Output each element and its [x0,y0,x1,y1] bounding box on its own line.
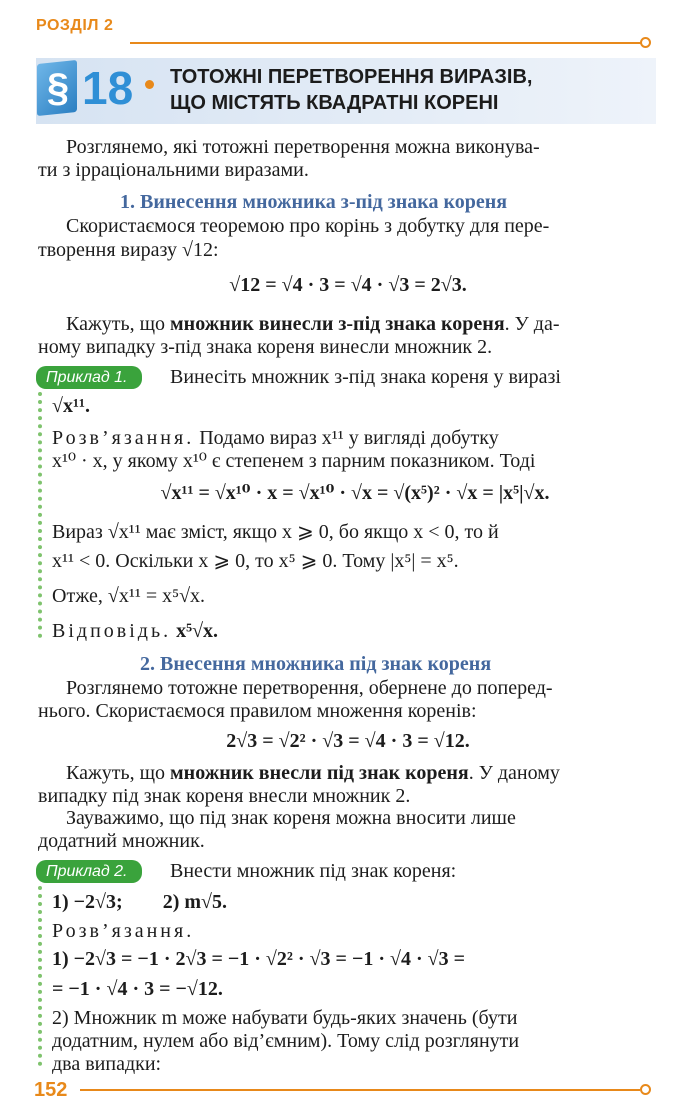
answer-word: Відповідь. [52,620,172,642]
sub1-line-2: творення виразу √12: [38,239,219,261]
example-1-task-expr: √x¹¹. [52,395,90,417]
example-2-text-3: два випадки: [52,1053,162,1075]
example-2-margin-dots [38,886,46,1066]
header-rule [130,42,642,44]
formula-3: 2√3 = √2² · √3 = √4 · 3 = √12. [226,730,470,752]
example-1-note-line-1: Вираз √x¹¹ має зміст, якщо x ⩾ 0, бо якщо x < 0, то й [52,521,499,543]
section-title [170,64,640,116]
text: . У да- [504,313,560,335]
intro-line-2: ти з ірраціональними виразами. [38,159,309,181]
text: Кажуть, що [66,313,171,335]
example-2-step-2: = −1 · √4 · 3 = −√12. [52,978,223,1000]
example-1-label: Приклад 1. [36,366,142,389]
example-1-margin-dots [38,392,46,638]
section-title-line-2: ЩО МІСТЯТЬ КВАДРАТНІ КОРЕНІ [170,92,499,114]
text: . У даному [468,762,560,784]
section-symbol: § [46,66,70,110]
sub1-said-line-2: ному випадку з-під знака кореня винесли множник 2. [38,336,493,358]
example-2-text-1: 2) Множник m може набувати будь-яких значень (бути [52,1007,518,1029]
example-1-conclusion: Отже, √x¹¹ = x⁵√x. [52,585,206,607]
example-1-task: Винесіть множник з-під знака кореня у виразі [170,366,561,388]
section-title-line-1: ТОТОЖНІ ПЕРЕТВОРЕННЯ ВИРАЗІВ, [170,66,533,88]
formula-1: √12 = √4 · 3 = √4 · √3 = 2√3. [229,274,467,296]
subsection-2-title: 2. Внесення множника під знак кореня [140,653,492,675]
sub1-line-1: Скористаємося теоремою про корінь з добутку для пере- [66,215,550,237]
example-2-task: Внести множник під знак кореня: [170,860,457,882]
example-1-note-line-2: x¹¹ < 0. Оскільки x ⩾ 0, то x⁵ ⩾ 0. Тому |x⁵| = x⁵. [52,550,459,572]
intro-line-1: Розглянемо, які тотожні перетворення можна виконува- [66,136,540,158]
sub2-line-1: Розглянемо тотожне перетворення, обернене до поперед- [66,677,553,699]
section-number: 18 [82,62,134,114]
example-1-solution-line-2: x¹⁰ · x, у якому x¹⁰ є степенем з парним показником. Тоді [52,450,536,472]
sub2-said-line-2: випадку під знак кореня внесли множник 2. [38,785,411,807]
answer-value: x⁵√x. [171,620,219,642]
term-bold: множник винесли з-під знака кореня [170,313,505,335]
chapter-label: РОЗДІЛ 2 [36,17,114,34]
sub2-note-line-1: Зауважимо, що під знак кореня можна вносити лише [66,807,516,829]
example-2-text-2: додатним, нулем або від’ємним). Тому слід розглянути [52,1030,520,1052]
sub2-line-2: нього. Скористаємося правилом множення коренів: [38,700,477,722]
term-bold: множник внесли під знак кореня [170,762,469,784]
footer-rule [80,1089,640,1091]
text: Подамо вираз x¹¹ у вигляді добутку [194,427,499,449]
sub2-note-line-2: додатний множник. [38,830,205,852]
text: Кажуть, що [66,762,171,784]
example-2-step-1: 1) −2√3 = −1 · 2√3 = −1 · √2² · √3 = −1 · √4 · √3 = [52,948,466,970]
page-number: 152 [34,1079,68,1101]
footer-rule-end [640,1084,651,1095]
example-1-answer [52,620,218,643]
example-2-label: Приклад 2. [36,860,142,883]
header-rule-end [640,37,651,48]
formula-2: √x¹¹ = √x¹⁰ · x = √x¹⁰ · √x = √(x⁵)² · √x = |x⁵|√x. [160,482,550,504]
subsection-1-title: 1. Винесення множника з-під знака кореня [120,191,508,213]
example-2-solution-word: Розв’язання. [52,920,195,942]
example-1-solution-line-1 [52,427,499,450]
sub1-said-line-1 [66,313,560,336]
solution-word: Розв’язання. [52,427,195,449]
sub2-said-line-1 [66,762,560,785]
example-2-items: 1) −2√3; 2) m√5. [52,891,227,913]
section-dot [145,80,154,89]
